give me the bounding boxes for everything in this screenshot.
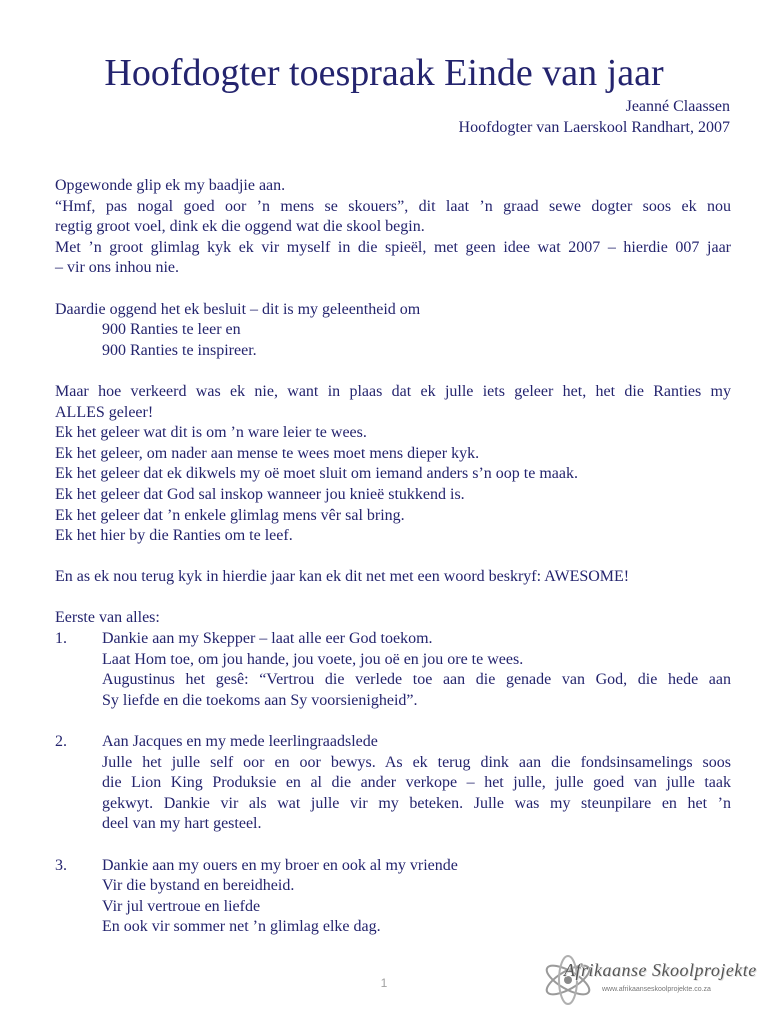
learned-paragraph	[55, 382, 731, 547]
list-item-line: Dankie aan my Skepper – laat alle eer God toekom.	[102, 630, 433, 648]
learned-line: Maar hoe verkeerd was ek nie, want in plaas dat ek julle iets geleer het, het die Ranties my	[55, 382, 731, 400]
learned-line: Ek het geleer dat ek dikwels my oë moet sluit om iemand anders s’n oop te maak.	[55, 465, 578, 483]
learned-line: Ek het geleer wat dit is om ’n ware leier te wees.	[55, 424, 367, 442]
intro-paragraph	[55, 176, 731, 279]
thanks-heading: Eerste van alles:	[55, 609, 160, 627]
awesome-line: En as ek nou terug kyk in hierdie jaar kan ek dit net met een woord beskryf: AWESOME!	[55, 568, 630, 586]
learned-line: Ek het geleer dat God sal inskop wanneer jou knieë stukkend is.	[55, 485, 465, 503]
learned-line: Ek het geleer dat ’n enkele glimlag mens vêr sal bring.	[55, 506, 405, 524]
document-title: Hoofdogter toespraak Einde van jaar	[104, 52, 664, 94]
list-item-line: Laat Hom toe, om jou hande, jou voete, jou oë en jou ore te wees.	[102, 650, 524, 668]
intro-line: Met ’n groot glimlag kyk ek vir myself in die spieël, met geen idee wat 2007 – hierdie 007 jaar	[55, 238, 731, 256]
intro-line: – vir ons inhou nie.	[55, 259, 179, 277]
logo-url: www.afrikaanseskoolprojekte.co.za	[602, 986, 711, 993]
list-item	[55, 629, 731, 711]
decision-paragraph	[55, 300, 731, 362]
list-item-line: die Lion King Produksie en al die ander verkope – het julle, julle goed van julle taak	[102, 774, 731, 792]
list-item-body	[102, 629, 731, 711]
learned-line: Ek het geleer, om nader aan mense te wees moet mens dieper kyk.	[55, 444, 480, 462]
list-item-line: Augustinus het gesê: “Vertrou die verlede toe aan die genade van God, die hede aan	[102, 671, 731, 689]
list-item-number: 2.	[55, 733, 67, 751]
page-number: 1	[380, 976, 388, 990]
intro-line: regtig groot voel, dink ek die oggend wat die skool begin.	[55, 218, 425, 236]
list-item-number: 3.	[55, 856, 67, 874]
list-item-line: Julle het julle self oor en oor bewys. As ek terug dink aan die fondsinsamelings soos	[102, 753, 731, 771]
decision-line: 900 Ranties te leer en	[102, 321, 241, 339]
list-item-line: Aan Jacques en my mede leerlingraadslede	[102, 733, 378, 751]
list-item-line: Vir die bystand en bereidheid.	[102, 877, 295, 895]
list-item-line: deel van my hart gesteel.	[102, 815, 262, 833]
list-item-line: Dankie aan my ouers en my broer en ook al my vriende	[102, 856, 458, 874]
list-item-line: Sy liefde en die toekoms aan Sy voorsienigheid”.	[102, 691, 418, 709]
list-item-body	[102, 732, 731, 835]
list-item	[55, 856, 731, 938]
decision-line: 900 Ranties te inspireer.	[102, 341, 257, 359]
author-name: Jeanné Claassen	[625, 98, 730, 115]
list-item-number: 1.	[55, 630, 67, 648]
intro-line: “Hmf, pas nogal goed oor ’n mens se skouers”, dit laat ’n graad sewe dogter soos ek nou	[55, 197, 731, 215]
list-item	[55, 732, 731, 835]
intro-line: Opgewonde glip ek my baadjie aan.	[55, 177, 286, 194]
decision-line: Daardie oggend het ek besluit – dit is my geleentheid om	[55, 300, 421, 318]
list-item-line: En ook vir sommer net ’n glimlag elke dag.	[102, 918, 381, 936]
author-role: Hoofdogter van Laerskool Randhart, 2007	[458, 119, 730, 136]
learned-line: Ek het hier by die Ranties om te leef.	[55, 527, 293, 545]
list-item-line: gekwyt. Dankie vir als wat julle vir my beteken. Julle was my steunpilare en het ’n	[102, 794, 731, 812]
speech-body	[55, 176, 731, 959]
logo-text: Afrikaanse Skoolprojekte	[564, 960, 757, 980]
learned-line: ALLES geleer!	[55, 403, 154, 421]
publisher-logo	[540, 952, 757, 1008]
author-block	[459, 96, 730, 138]
awesome-paragraph	[55, 567, 731, 588]
list-item-body	[102, 856, 731, 938]
list-item-line: Vir jul vertroue en liefde	[102, 897, 261, 915]
thanks-section	[55, 608, 731, 938]
